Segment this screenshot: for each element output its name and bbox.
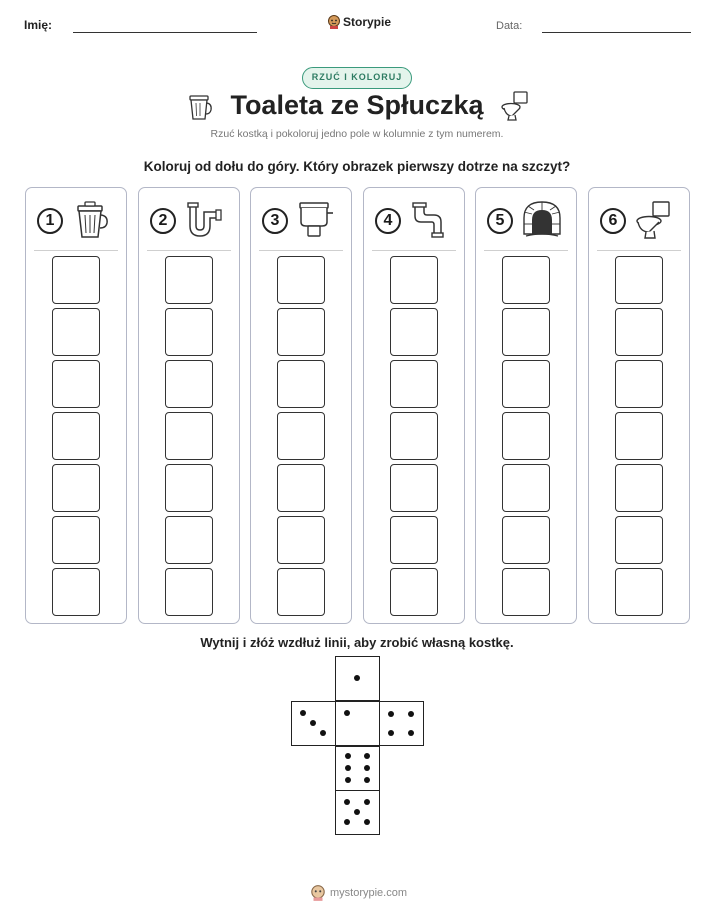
color-cell[interactable] (277, 360, 325, 408)
color-cell[interactable] (502, 256, 550, 304)
color-cell[interactable] (390, 412, 438, 460)
column-divider (34, 250, 118, 251)
color-cell[interactable] (52, 256, 100, 304)
column-divider (147, 250, 231, 251)
column-number: 4 (375, 208, 401, 234)
column-6 (588, 187, 690, 624)
die-pip (364, 765, 370, 771)
pie-mascot-icon (310, 884, 326, 902)
color-cell[interactable] (615, 308, 663, 356)
instruction-text: Koloruj od dołu do góry. Który obrazek pierwszy dotrze na szczyt? (143, 159, 571, 174)
footer-url[interactable]: mystorypie.com (330, 887, 408, 899)
die-pip (344, 799, 350, 805)
color-cell[interactable] (390, 464, 438, 512)
drain-pipe-icon (410, 200, 448, 240)
color-cell[interactable] (502, 516, 550, 564)
column-1 (25, 187, 127, 624)
toilet-icon (635, 200, 673, 240)
die-pip (344, 710, 350, 716)
die-pip (345, 753, 351, 759)
toilet-icon (500, 90, 530, 122)
column-header (476, 188, 576, 250)
color-cell[interactable] (52, 516, 100, 564)
color-cell[interactable] (615, 412, 663, 460)
die-face-3 (291, 701, 336, 746)
color-cell[interactable] (165, 360, 213, 408)
column-2 (138, 187, 240, 624)
activity-badge: RZUĆ I KOLORUJ (302, 67, 412, 89)
date-line[interactable] (542, 32, 691, 33)
name-label: Imię: (24, 18, 53, 32)
cut-instruction: Wytnij i złóż wzdłuż linii, aby zrobić własną kostkę. (200, 635, 514, 650)
sewer-tunnel-icon (522, 200, 562, 240)
color-cell[interactable] (390, 568, 438, 616)
color-cell[interactable] (277, 568, 325, 616)
color-cell[interactable] (502, 412, 550, 460)
color-cell[interactable] (502, 464, 550, 512)
column-5 (475, 187, 577, 624)
color-cell[interactable] (502, 360, 550, 408)
color-cell[interactable] (615, 568, 663, 616)
column-number: 2 (150, 208, 176, 234)
color-cell[interactable] (615, 464, 663, 512)
die-pip (364, 777, 370, 783)
date-label: Data: (496, 20, 523, 32)
pie-mascot-icon (327, 14, 341, 30)
die-pip (388, 730, 394, 736)
brand-name: Storypie (343, 15, 392, 29)
color-cell[interactable] (390, 308, 438, 356)
trash-bin-icon (72, 200, 110, 240)
die-face-5 (335, 790, 380, 835)
die-pip (300, 710, 306, 716)
column-header (251, 188, 351, 250)
color-cell[interactable] (615, 516, 663, 564)
color-cell[interactable] (165, 308, 213, 356)
color-cell[interactable] (615, 360, 663, 408)
column-divider (484, 250, 568, 251)
color-cell[interactable] (390, 516, 438, 564)
color-cell[interactable] (52, 308, 100, 356)
column-header (139, 188, 239, 250)
column-divider (372, 250, 456, 251)
color-cell[interactable] (277, 256, 325, 304)
column-header (589, 188, 689, 250)
die-pip (345, 777, 351, 783)
column-divider (597, 250, 681, 251)
die-pip (345, 765, 351, 771)
color-cell[interactable] (165, 412, 213, 460)
die-pip (408, 711, 414, 717)
column-3 (250, 187, 352, 624)
color-cell[interactable] (277, 308, 325, 356)
column-4 (363, 187, 465, 624)
name-line[interactable] (73, 32, 257, 33)
die-pip (364, 753, 370, 759)
die-pip (364, 819, 370, 825)
column-header (364, 188, 464, 250)
footer (310, 884, 407, 902)
die-face-1 (335, 701, 380, 746)
color-cell[interactable] (390, 360, 438, 408)
color-cell[interactable] (52, 412, 100, 460)
color-cell[interactable] (165, 568, 213, 616)
color-cell[interactable] (52, 568, 100, 616)
column-number: 6 (600, 208, 626, 234)
subtitle: Rzuć kostką i pokoloruj jedno pole w kolumnie z tym numerem. (210, 128, 504, 140)
die-pip (320, 730, 326, 736)
column-divider (259, 250, 343, 251)
die-pip (310, 720, 316, 726)
column-number: 3 (262, 208, 288, 234)
page-title: Toaleta ze Spłuczką (230, 90, 484, 120)
die-pip (344, 819, 350, 825)
u-pipe-icon (185, 200, 223, 240)
color-cell[interactable] (502, 308, 550, 356)
color-cell[interactable] (165, 256, 213, 304)
die-face-1 (335, 656, 380, 701)
color-cell[interactable] (277, 464, 325, 512)
brand-logo (327, 14, 391, 30)
die-pip (408, 730, 414, 736)
color-cell[interactable] (502, 568, 550, 616)
die-pip (354, 675, 360, 681)
color-cell[interactable] (52, 464, 100, 512)
toilet-tank-icon (297, 200, 335, 240)
die-pip (354, 809, 360, 815)
color-cell[interactable] (615, 256, 663, 304)
column-header (26, 188, 126, 250)
color-cell[interactable] (390, 256, 438, 304)
color-cell[interactable] (277, 412, 325, 460)
color-cell[interactable] (277, 516, 325, 564)
column-number: 1 (37, 208, 63, 234)
color-cell[interactable] (52, 360, 100, 408)
color-cell[interactable] (165, 464, 213, 512)
die-pip (364, 799, 370, 805)
die-face-6 (335, 746, 380, 791)
column-number: 5 (487, 208, 513, 234)
color-cell[interactable] (165, 516, 213, 564)
die-pip (388, 711, 394, 717)
die-face-4 (379, 701, 424, 746)
